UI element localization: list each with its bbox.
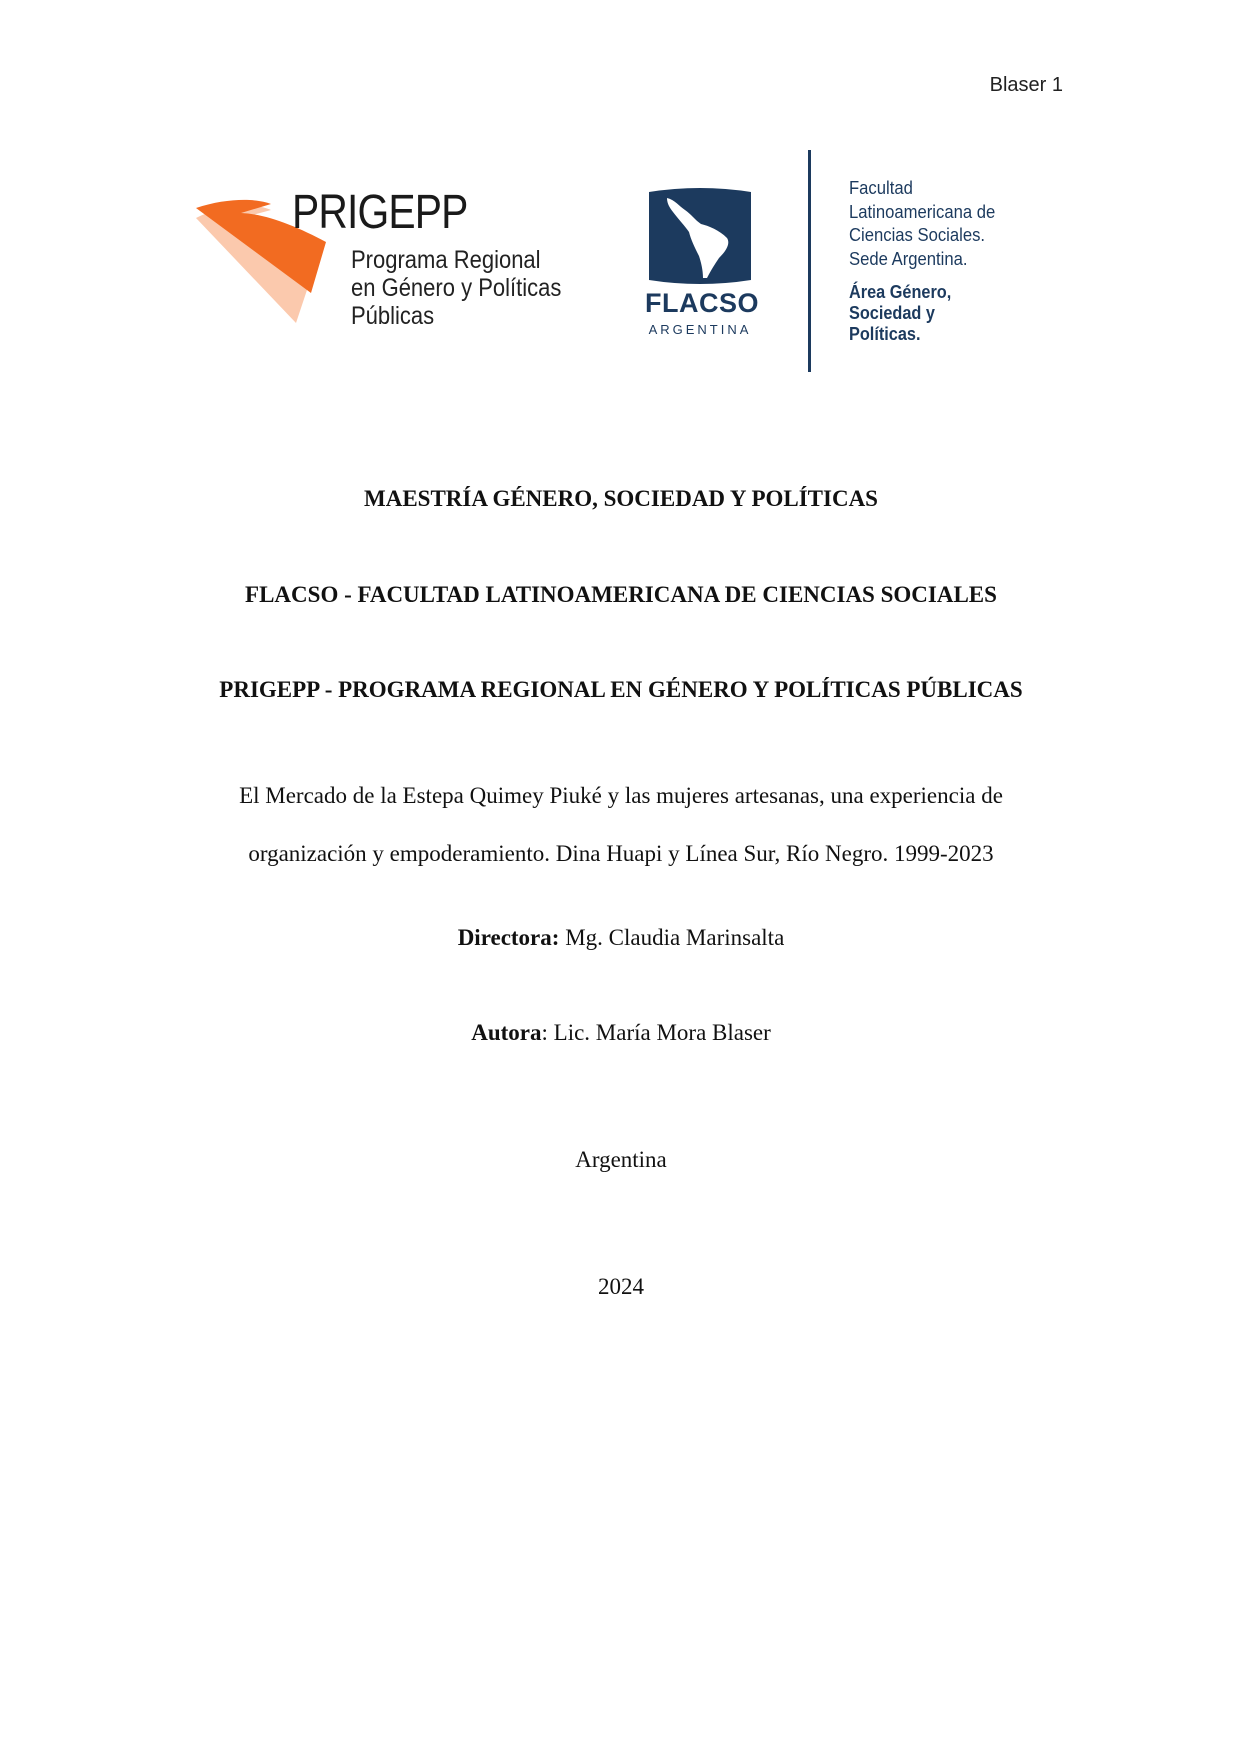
flacso-wordmark: FLACSO	[645, 288, 759, 318]
faculty-line: Sede Argentina.	[849, 247, 968, 269]
author-name: : Lic. María Mora Blaser	[541, 1020, 771, 1045]
country: Argentina	[575, 1147, 667, 1172]
director-name: Mg. Claudia Marinsalta	[559, 925, 785, 950]
year: 2024	[598, 1274, 644, 1299]
area-line: Políticas.	[849, 323, 921, 344]
regional-program-title: PRIGEPP - PROGRAMA REGIONAL EN GÉNERO Y POLÍTICAS PÚBLICAS	[219, 677, 1023, 702]
prigepp-subtitle	[351, 246, 561, 330]
faculty-line: Facultad	[849, 177, 913, 198]
thesis-title-line: El Mercado de la Estepa Quimey Piuké y las mujeres artesanas, una experiencia de	[239, 783, 1003, 808]
logo-divider	[808, 150, 811, 372]
institution-title: FLACSO - FACULTAD LATINOAMERICANA DE CIENCIAS SOCIALES	[245, 582, 997, 607]
page-header-number: Blaser 1	[989, 74, 1063, 96]
faculty-line: Latinoamericana de	[849, 200, 996, 222]
prigepp-wordmark: PRIGEPP	[292, 186, 468, 239]
flacso-faculty-text	[849, 176, 995, 270]
director-label: Directora:	[457, 925, 560, 950]
faculty-line: Ciencias Sociales.	[849, 224, 986, 245]
prigepp-subtitle-line: Programa Regional	[351, 246, 541, 274]
program-title: MAESTRÍA GÉNERO, SOCIEDAD Y POLÍTICAS	[364, 486, 878, 511]
flacso-country: ARGENTINA	[648, 322, 752, 337]
area-line: Sociedad y	[849, 302, 935, 323]
author-line	[0, 1020, 1242, 1046]
prigepp-subtitle-line: en Género y Políticas	[351, 274, 562, 302]
prigepp-subtitle-line: Públicas	[351, 302, 435, 330]
thesis-title	[0, 767, 1242, 883]
latin-america-map-icon	[645, 186, 755, 286]
area-line: Área Género,	[849, 281, 952, 302]
prigepp-logo	[196, 188, 596, 338]
thesis-title-line: organización y empoderamiento. Dina Huapi y Línea Sur, Río Negro. 1999-2023	[248, 841, 994, 866]
flacso-logo	[645, 186, 759, 341]
author-label: Autora	[471, 1020, 542, 1045]
flacso-area-text	[849, 281, 951, 344]
director-line	[0, 925, 1242, 951]
